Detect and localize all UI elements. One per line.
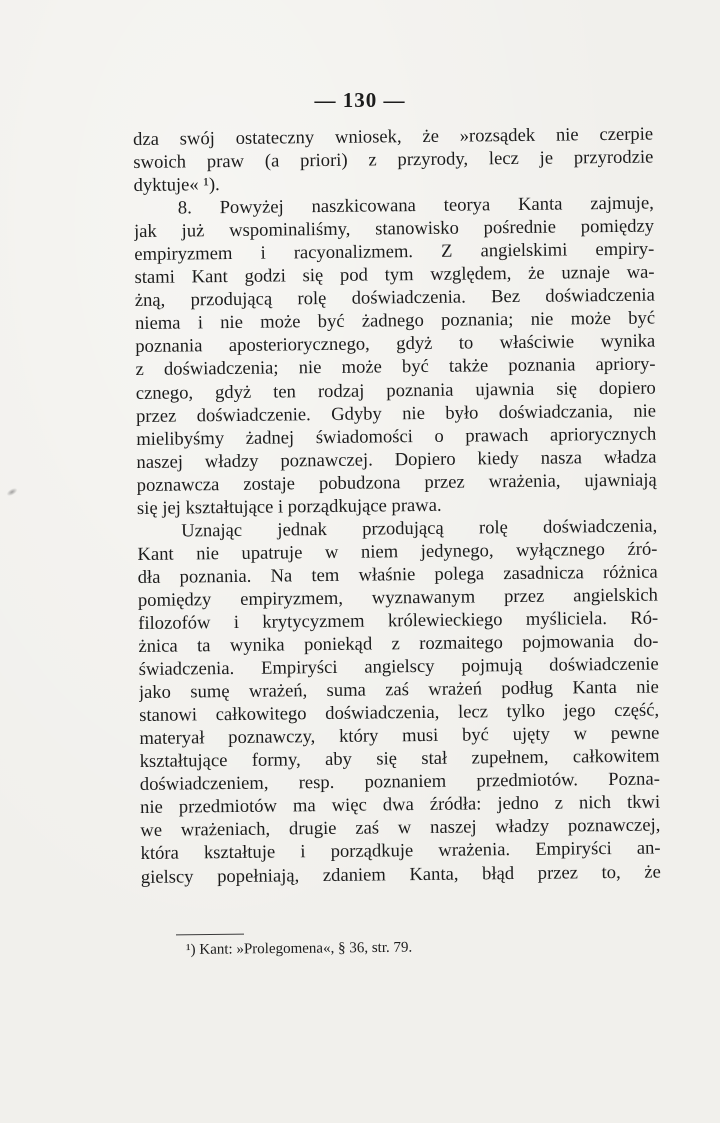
text-line: naszej władzy poznawczej. Dopiero kiedy nasza władza — [136, 446, 657, 473]
text-line: świadczenia. Empiryści angielscy pojmują doświadczenie — [138, 653, 659, 681]
text-line: kształtujące formy, aby się stał zupełnem, całkowitem — [139, 745, 660, 773]
text-line: przez doświadczenie. Gdyby nie było doświadczania, nie — [135, 400, 657, 427]
text-line: empiryzmem i racyonalizmem. Z angielskimi empiry- — [134, 238, 655, 266]
text-line: dła poznania. Na tem właśnie polega zasadnicza różnica — [137, 561, 658, 588]
paper-speck — [5, 486, 18, 497]
footnote: ¹) Kant: »Prolegomena«, § 36, str. 79. — [186, 939, 413, 958]
text-line: filozofów i krytycyzmem królewieckiego myśliciela. Ró- — [138, 607, 659, 634]
text-line: nie przedmiotów ma więc dwa źródła: jedno z nich tkwi — [140, 791, 661, 819]
text-line: 8. Powyżej naszkicowana teorya Kanta zajmuje, — [177, 192, 654, 219]
text-line: jako sumę wrażeń, suma zaś wrażeń podług Kanta nie — [138, 676, 659, 704]
body-text — [133, 123, 661, 889]
text-line: żną, przodującą rolę doświadczenia. Bez doświadczenia — [134, 284, 655, 312]
text-line: stami Kant godzi się pod tym względem, że uznaje wa- — [134, 261, 655, 289]
text-line: która kształtuje i porządkuje wrażenia. Empiryści an- — [140, 837, 661, 865]
text-line: się jej kształtujące i porządkujące prawa. — [136, 494, 442, 519]
page-number: — 130 — — [314, 88, 406, 112]
text-line: we wrażeniach, drugie zaś w naszej władzy poznawczej, — [140, 814, 661, 842]
text-line: Kant nie upatruje w niem jedynego, wyłącznego źró- — [137, 538, 658, 565]
text-line: z doświadczenia; nie może być także poznania apriory- — [135, 354, 656, 381]
text-line: poznawcza zostaje pobudzona przez wrażenia, ujawniają — [136, 469, 657, 496]
text-line: poznania aposteriorycznego, gdyż to właściwie wynika — [135, 330, 656, 358]
text-line: doświadczeniem, resp. poznaniem przedmiotów. Pozna- — [139, 768, 660, 796]
text-line: gielscy popełniają, zdaniem Kanta, błąd przez to, że — [140, 861, 661, 888]
text-line: cznego, gdyż ten rodzaj poznania ujawnia się dopiero — [135, 377, 656, 404]
text-line: dza swój ostateczny wniosek, że »rozsądek nie czerpie — [133, 123, 654, 150]
text-line: dyktuje« ¹). — [133, 174, 220, 197]
text-line: mielibyśmy żadnej świadomości o prawach apriorycznych — [136, 423, 657, 450]
text-line: żnica ta wynika poniekąd z rozmaitego pojmowania do- — [138, 630, 659, 658]
text-line: swoich praw (a priori) z przyrody, lecz je przyrodzie — [133, 146, 654, 174]
text-line: Uznając jednak przodującą rolę doświadczenia, — [181, 515, 658, 542]
text-line: stanowi całkowitego doświadczenia, lecz tylko jego część, — [139, 699, 660, 727]
text-line: jak już wspominaliśmy, stanowisko pośrednie pomiędzy — [133, 215, 655, 243]
text-line: pomiędzy empiryzmem, wyznawanym przez angielskich — [137, 584, 659, 611]
footnote-divider — [176, 934, 244, 936]
text-line: niema i nie może być żadnego poznania; nie może być — [134, 307, 656, 335]
text-line: materyał poznawczy, który musi być ujęty w pewne — [139, 722, 660, 750]
